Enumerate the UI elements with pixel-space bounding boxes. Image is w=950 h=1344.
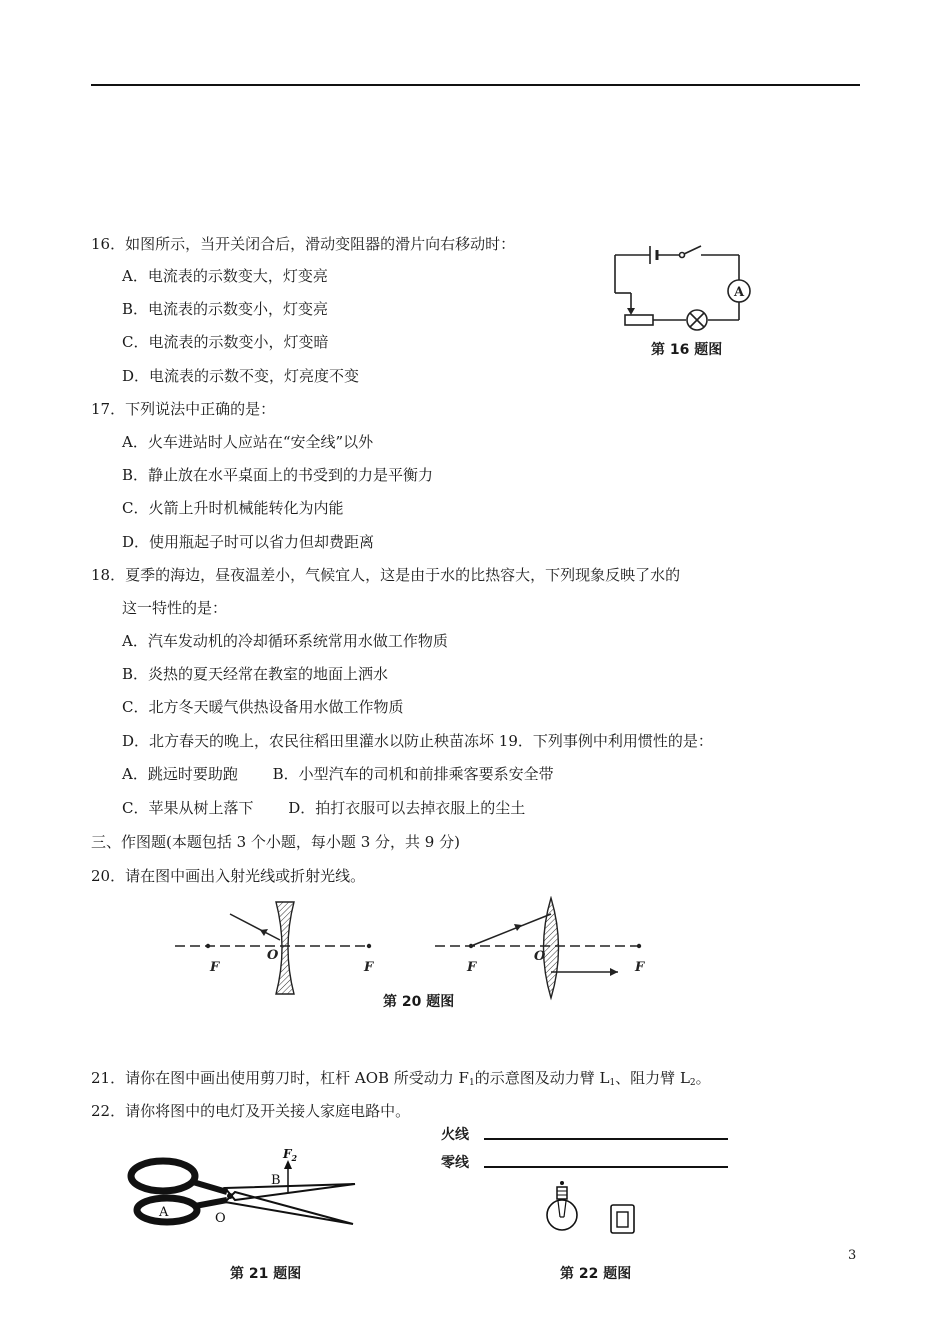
q18-option-b: B．炎热的夏天经常在教室的地面上洒水 xyxy=(122,665,389,683)
q17-stem: 17．下列说法中正确的是： xyxy=(91,400,276,418)
q17-option-a: A．火车进站时人应站在“安全线”以外 xyxy=(122,433,374,451)
ammeter-label: A xyxy=(733,285,745,300)
q20-stem: 20．请在图中画出入射光线或折射光线。 xyxy=(91,867,366,885)
q17-option-d: D．使用瓶起子时可以省力但却费距离 xyxy=(122,533,375,551)
q20-left-f2-label: F xyxy=(364,960,374,975)
page-number: 3 xyxy=(848,1248,857,1263)
q16-option-d: D．电流表的示数不变，灯亮度不变 xyxy=(122,367,360,385)
q21-point-a-label: A xyxy=(159,1205,169,1220)
q19-options-row2: C．苹果从树上落下 D．拍打衣服可以去掉衣服上的尘土 xyxy=(122,799,526,817)
q21-point-o-label: O xyxy=(215,1211,226,1226)
q16-option-b: B．电流表的示数变小，灯变亮 xyxy=(122,300,329,318)
q20-left-f1-label: F xyxy=(210,960,220,975)
q18-option-d: D．北方春天的晚上，农民往稻田里灌水以防止秧苗冻坏 19．下列事例中利用惯性的是： xyxy=(122,732,713,750)
concave-lens xyxy=(276,902,294,994)
q19-options-row1: A．跳远时要助跑 B．小型汽车的司机和前排乘客要系安全带 xyxy=(122,765,554,783)
q18-option-a: A．汽车发动机的冷却循环系统常用水做工作物质 xyxy=(122,632,448,650)
q21-scissors-diagram xyxy=(125,1140,365,1250)
header-rule xyxy=(91,84,860,86)
q16-figure-caption: 第 16 题图 xyxy=(651,342,723,358)
neutral-wire-label: 零线 xyxy=(441,1155,469,1171)
q17-option-c: C．火箭上升时机械能转化为内能 xyxy=(122,499,344,517)
light-bulb-icon xyxy=(547,1181,577,1230)
q18-option-c: C．北方冬天暖气供热设备用水做工作物质 xyxy=(122,698,404,716)
q20-figure-caption: 第 20 题图 xyxy=(383,994,455,1010)
q17-option-b: B．静止放在水平桌面上的书受到的力是平衡力 xyxy=(122,466,434,484)
q16-option-a: A．电流表的示数变大，灯变亮 xyxy=(122,267,328,285)
q16-stem: 16．如图所示，当开关闭合后，滑动变阻器的滑片向右移动时： xyxy=(91,235,516,253)
section3-heading: 三、作图题(本题包括 3 个小题，每小题 3 分，共 9 分) xyxy=(91,833,460,851)
q21-force-label: $F_2$ xyxy=(283,1147,298,1163)
rheostat-icon xyxy=(625,315,653,325)
q20-right-o-label: O xyxy=(534,949,546,964)
live-wire-label: 火线 xyxy=(441,1127,469,1143)
q20-lens-diagram xyxy=(170,896,660,1001)
q22-circuit-diagram xyxy=(480,1125,740,1255)
q20-left-o-label: O xyxy=(267,948,279,963)
q22-stem: 22．请你将图中的电灯及开关接人家庭电路中。 xyxy=(91,1102,411,1120)
convex-lens xyxy=(544,898,559,998)
q16-circuit-diagram xyxy=(605,240,765,335)
q21-figure-caption: 第 21 题图 xyxy=(230,1266,302,1282)
q21-stem: 21．请你在图中画出使用剪刀时，杠杆 AOB 所受动力 $F_1$的示意图及动力臂 $L_1$、阻力臂 $L_2$。 xyxy=(91,1069,711,1088)
wall-switch-icon xyxy=(611,1205,634,1233)
q20-right-f1-label: F xyxy=(467,960,477,975)
q18-stem-line2: 这一特性的是： xyxy=(122,599,228,617)
q22-figure-caption: 第 22 题图 xyxy=(560,1266,632,1282)
q20-right-f2-label: F xyxy=(635,960,645,975)
q16-option-c: C．电流表的示数变小，灯变暗 xyxy=(122,333,329,351)
q18-stem-line1: 18．夏季的海边，昼夜温差小，气候宜人，这是由于水的比热容大，下列现象反映了水的 xyxy=(91,566,681,584)
q21-point-b-label: B xyxy=(271,1173,281,1188)
